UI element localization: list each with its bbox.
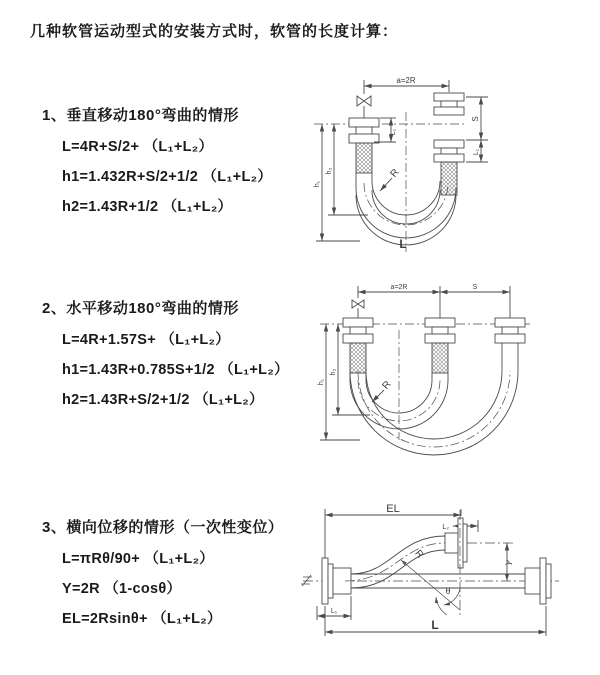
formula-h1: h1=1.432R+S/2+1/2 （L₁+L₂） — [62, 169, 273, 185]
hose-fitting-right-lower — [434, 140, 464, 195]
dim-label-s: S — [471, 116, 480, 122]
dim-label-s: S — [472, 284, 478, 291]
section-2-heading: 2、水平移动180°弯曲的情形 — [42, 300, 239, 317]
formula-h1: h1=1.43R+0.785S+1/2 （L₁+L₂） — [62, 362, 289, 378]
flange-right — [525, 558, 551, 604]
section-3-heading: 3、横向位移的情形（一次性变位） — [42, 519, 284, 536]
dim-label-a2r: a=2R — [390, 284, 408, 291]
hose-fitting-left — [349, 118, 379, 173]
valve-icon — [352, 300, 364, 318]
radius-label: R — [388, 167, 402, 180]
hose-fitting-right-upper — [434, 93, 464, 115]
page-title: 几种软管运动型式的安装方式时，软管的长度计算： — [30, 23, 399, 40]
radius-label: R — [412, 548, 426, 561]
dim-label-a2r: a=2R — [396, 76, 416, 85]
formula-length: L=4R+1.57S+ （L₁+L₂） — [62, 332, 231, 348]
dim-label-h1: h₁ — [314, 180, 321, 188]
formula-h2: h2=1.43R+1/2 （L₁+L₂） — [62, 199, 233, 215]
valve-icon — [357, 96, 371, 118]
formula-el: EL=2Rsinθ+ （L₁+L₂） — [62, 611, 222, 627]
dim-label-l1-left: L₁ — [390, 128, 397, 136]
formula-length: L=4R+S/2+ （L₁+L₂） — [62, 139, 214, 155]
formula-length: L=πRθ/90+ （L₁+L₂） — [62, 551, 215, 567]
dim-label-h2: h₂ — [330, 368, 337, 376]
dim-label-el: EL — [386, 503, 400, 515]
hose-fitting-left — [343, 318, 373, 373]
formula-h2: h2=1.43R+S/2+1/2 （L₁+L₂） — [62, 392, 264, 408]
dim-label-l2: L₂ — [442, 524, 449, 531]
dim-label-h1: h₁ — [318, 378, 325, 386]
section-1-heading: 1、垂直移动180°弯曲的情形 — [42, 107, 239, 124]
dim-label-h2: h₂ — [326, 167, 333, 175]
radius-label: R — [380, 379, 394, 392]
length-label: L — [399, 237, 407, 251]
formula-y: Y=2R （1-cosθ） — [62, 581, 182, 597]
dim-label-l1-right: L₁ — [473, 148, 480, 156]
diagram-lateral-displacement — [295, 502, 595, 657]
diagram-horizontal-180-bend — [312, 280, 582, 470]
diagram-vertical-180-bend — [300, 72, 585, 267]
hose-fitting-middle — [425, 318, 455, 373]
angle-label: θ — [445, 586, 451, 596]
hose-fitting-right — [495, 318, 525, 343]
axis-break-icon — [301, 575, 312, 586]
dim-label-y: Y — [503, 558, 515, 568]
length-label: L — [431, 618, 439, 632]
dim-label-l1: L₁ — [330, 608, 338, 615]
